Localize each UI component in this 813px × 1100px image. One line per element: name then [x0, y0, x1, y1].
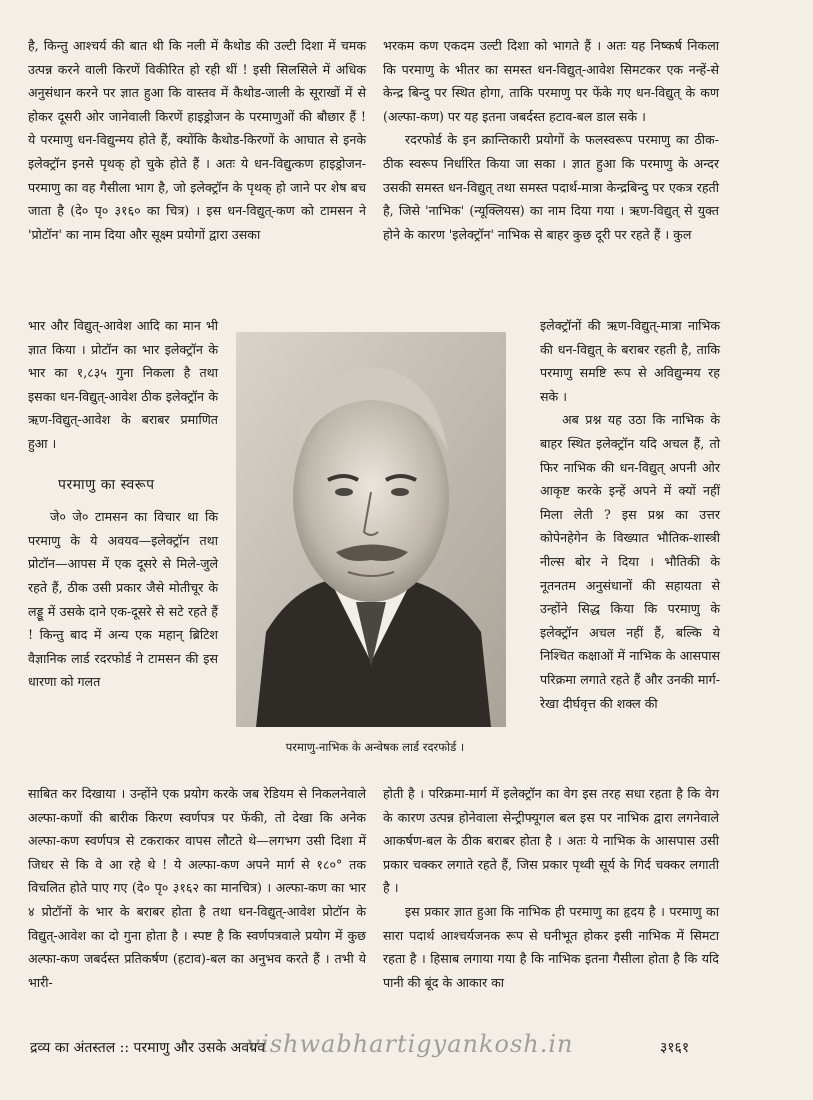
figure-caption: परमाणु-नाभिक के अन्वेषक लार्ड रदरफोर्ड । — [285, 740, 465, 754]
page-number: ३१६१ — [660, 1040, 690, 1056]
left-column-bottom — [28, 782, 366, 994]
left-column-top — [28, 34, 366, 246]
paragraph: इलेक्ट्रॉनों की ऋण-विद्युत्-मात्रा नाभिक की धन-विद्युत् के बराबर रहती है, ताकि परमाणु समष्टि रूप से अविद्युन्मय रह सके । — [540, 318, 720, 404]
portrait-photo — [236, 332, 506, 727]
right-column-bottom — [383, 782, 719, 994]
paragraph: होती है । परिक्रमा-मार्ग में इलेक्ट्रॉन का वेग इस तरह सधा रहता है कि वेग के कारण उत्पन्न होनेवाला सेन्ट्रीफ्यूगल बल इस पर नाभिक द्वारा लगनेवाले आकर्षण-बल के ठीक बराबर होता है । अतः ये नाभिक के आसपास उसी प्रकार चक्कर लगाते रहते हैं, जिस प्रकार पृथ्वी सूर्य के गिर्द चक्कर लगाती है । — [383, 786, 719, 896]
paragraph: जे० जे० टामसन का विचार था कि परमाणु के ये अवयव—इलेक्ट्रॉन तथा प्रोटॉन—आपस में एक दूसरे से मिले-जुले रहते हैं, ठीक उसी प्रकार जैसे मोतीचूर के लड्डू में उसके दाने एक-दूसरे से सटे रहते हैं ! किन्तु बाद में अन्य एक महान् ब्रिटिश वैज्ञानिक लार्ड रदरफोर्ड ने टामसन की इस धारणा को गलत — [28, 509, 218, 690]
section-heading: परमाणु का स्वरूप — [58, 476, 155, 493]
right-column-top — [383, 34, 719, 246]
paragraph: अब प्रश्न यह उठा कि नाभिक के बाहर स्थित इलेक्ट्रॉन यदि अचल हैं, तो फिर नाभिक की धन-विद्युत् अपनी ओर आकृष्ट करके इन्हें अपने में क्यों नहीं मिला लेती ? इस प्रश्न का उत्तर कोपेनहेगेन के विख्यात भौतिक-शास्त्री नील्स बोर ने दिया । भौतिकी के नूतनतम अनुसंधानों की सहायता से उन्होंने सिद्ध किया कि परमाणु के इलेक्ट्रॉन अचल नहीं हैं, बल्कि ये निश्चित कक्षाओं में नाभिक के आसपास परिक्रमा लगाते रहते हैं और उनकी मार्ग-रेखा दीर्घवृत्त की शक्ल की — [540, 412, 720, 711]
rutherford-portrait-image — [236, 332, 506, 727]
running-footer-title: द्रव्य का अंतस्तल :: परमाणु और उसके अवयव — [30, 1040, 266, 1056]
watermark-url: vishwabhartigyankosh.in — [246, 1030, 574, 1058]
left-column-beside-figure — [28, 314, 218, 694]
paragraph: भरकम कण एकदम उल्टी दिशा को भागते हैं । अतः यह निष्कर्ष निकला कि परमाणु के भीतर का समस्त धन-विद्युत्-आवेश सिमटकर एक नन्हें-से केन्द्र बिन्दु पर स्थित होगा, ताकि परमाणु पर फेंके गए धन-विद्युत् के कण (अल्फा-कण) पर यह इतना जबर्दस्त हटाव-बल डाल सके । — [383, 38, 719, 124]
paragraph: साबित कर दिखाया । उन्होंने एक प्रयोग करके जब रेडियम से निकलनेवाले अल्फा-कणों की बारीक किरण स्वर्णपत्र पर फेंकी, तो देखा कि अनेक अल्फा-कण स्वर्णपत्र से टकराकर वापस लौटते थे—लगभग उसी दिशा में जिधर से कि वे आ रहे थे ! ये अल्फा-कण अपने मार्ग से १८०° तक विचलित होते पाए गए (दे० पृ० ३१६२ का मानचित्र) । अल्फा-कण का भार ४ प्रोटॉनों के भार के बराबर होता है तथा धन-विद्युत्-आवेश प्रोटॉन के विद्युत्-आवेश का दो गुना होता है । स्पष्ट है कि स्वर्णपत्रवाले प्रयोग में कुछ अल्फा-कण जबर्दस्त प्रतिकर्षण (हटाव)-बल का अनुभव करते हैं । तभी ये भारी- — [28, 786, 366, 990]
paragraph: इस प्रकार ज्ञात हुआ कि नाभिक ही परमाणु का हृदय है । परमाणु का सारा पदार्थ आश्चर्यजनक रूप से घनीभूत होकर इसी नाभिक में सिमटा रहता है । हिसाब लगाया गया है कि नाभिक इतना गैसीला होता है कि यदि पानी की बूंद के आकार का — [383, 903, 719, 990]
portrait-figure — [236, 332, 506, 727]
paragraph: है, किन्तु आश्चर्य की बात थी कि नली में कैथोड की उल्टी दिशा में चमक उत्पन्न करने वाली किरणें विकीरित हो रही थीं ! इसी सिलसिले में अधिक अनुसंधान करने पर ज्ञात हुआ कि वास्तव में कैथोड-जाली के सूराखों में से होकर दूसरी ओर जानेवाली किरणें हाइड्रोजन के परमाणुओं की बौछार हैं ! ये परमाणु धन-विद्युन्मय होते हैं, क्योंकि कैथोड-किरणों के आघात से इनके इलेक्ट्रॉन इनसे पृथक् हो चुके होते हैं । अतः ये धन-विद्युत्कण हाइड्रोजन-परमाणु का वह गैसीला भाग है, जो इलेक्ट्रॉन के पृथक् हो जाने पर शेष बच जाता है (दे० पृ० ३१६० का चित्र) । इस धन-विद्युत्-कण को टामसन ने 'प्रोटॉन' का नाम दिया और सूक्ष्म प्रयोगों द्वारा उसका — [28, 38, 366, 242]
paragraph: भार और विद्युत्-आवेश आदि का मान भी ज्ञात किया । प्रोटॉन का भार इलेक्ट्रॉन के भार का १,८३५ गुना निकला है तथा इसका धन-विद्युत्-आवेश ठीक इलेक्ट्रॉन के ऋण-विद्युत्-आवेश के बराबर प्रमाणित हुआ । — [28, 318, 218, 451]
paragraph: रदरफोर्ड के इन क्रान्तिकारी प्रयोगों के फलस्वरूप परमाणु का ठीक-ठीक स्वरूप निर्धारित किया जा सका । ज्ञात हुआ कि परमाणु के अन्दर उसकी समस्त धन-विद्युत् तथा समस्त पदार्थ-मात्रा केन्द्रबिन्दु पर एकत्र रहती है, जिसे 'नाभिक' (न्यूक्लियस) का नाम दिया गया । ऋण-विद्युत् से युक्त होने के कारण 'इलेक्ट्रॉन' नाभिक से बाहर कुछ दूरी पर रहते हैं । कुल — [383, 132, 719, 242]
right-column-beside-figure — [540, 314, 720, 715]
